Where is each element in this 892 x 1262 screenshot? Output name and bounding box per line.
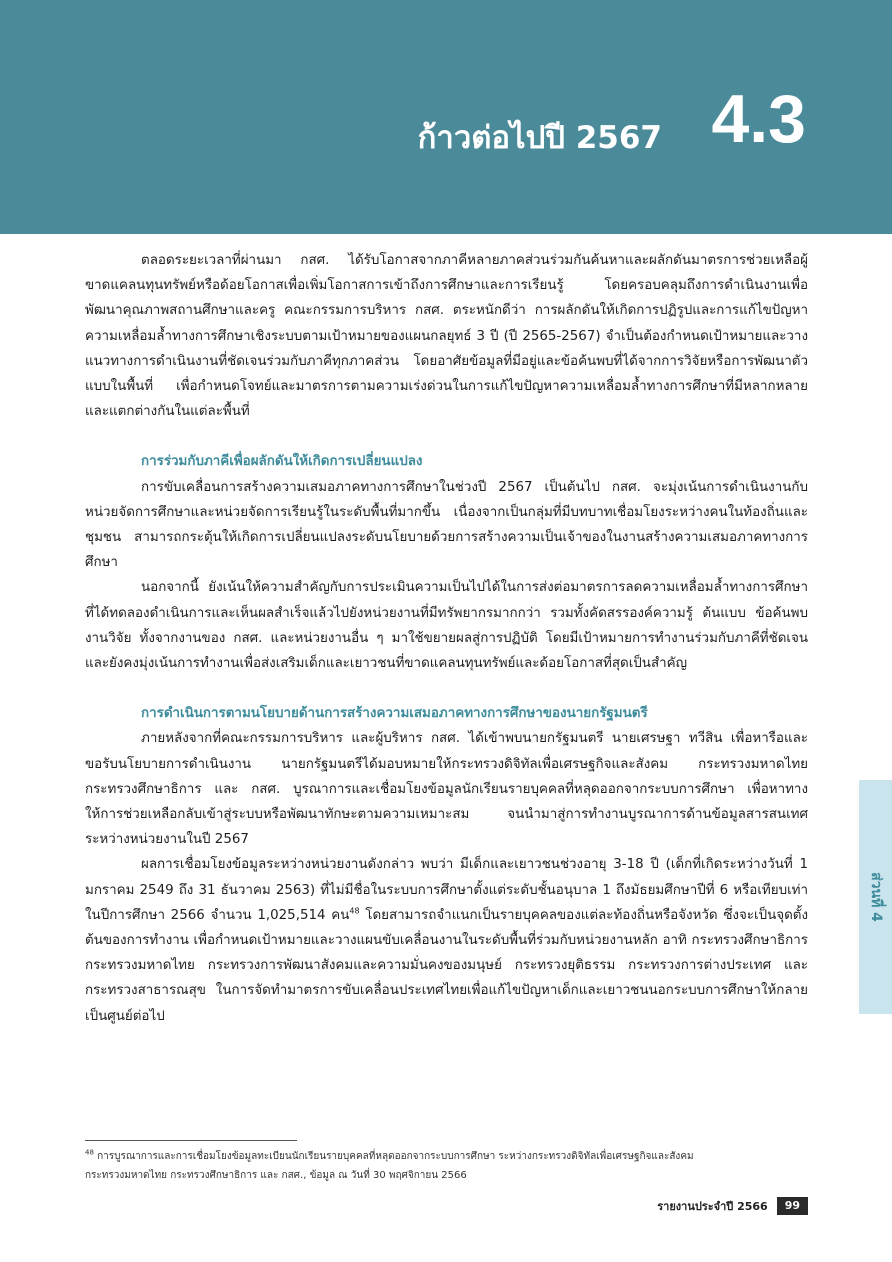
page-footer (657, 1197, 808, 1215)
footnote-reference[interactable]: 48 (349, 906, 360, 916)
footnote-marker: 48 (85, 1148, 94, 1157)
footnote-line: กระทรวงมหาดไทย กระทรวงศึกษาธิการ และ กสศ., ข้อมูล ณ วันที่ 30 พฤศจิกายน 2566 (85, 1170, 467, 1181)
chapter-number: 4.3 (711, 81, 806, 157)
paragraph-text: โดยสามารถจำแนกเป็นรายบุคคลของแต่ละท้องถิ่นหรือจังหวัด ซึ่งจะเป็นจุดตั้งต้นของการทำงาน เพื่อกำหนดเป้าหมายและวางแผนขับเคลื่อนงานในระดับพื้นที่ร่วมกับหน่วยงานหลัก อาทิ กระทรวงศึกษาธิการ กระทรวงมหาดไทย กระทรวงการพัฒนาสังคมและความมั่นคงของมนุษย์ กระทรวงยุติธรรม กระทรวงการต่างประเทศ และกระทรวงสาธารณสุข ในการจัดทำมาตรการขับเคลื่อนประเทศไทยเพื่อแก้ไขปัญหาเด็กและเยาวชนนอกระบบการศึกษาให้กลายเป็นศูนย์ต่อไป (85, 907, 808, 1024)
side-tab-label: ส่วนที่ 4 (867, 872, 884, 922)
paragraph: นอกจากนี้ ยังเน้นให้ความสำคัญกับการประเมินความเป็นไปได้ในการส่งต่อมาตรการลดความเหลื่อมล้ำทางการศึกษาที่ได้ทดลองดำเนินการและเห็นผลสำเร็จแล้วไปยังหน่วยงานที่มีทรัพยากรมากกว่า รวมทั้งคัดสรรองค์ความรู้ ต้นแบบ ข้อค้นพบ งานวิจัย ทั้งจากงานของ กสศ. และหน่วยงานอื่น ๆ มาใช้ขยายผลสู่การปฏิบัติ โดยมีเป้าหมายการทำงานร่วมกับภาคีที่ชัดเจน และยังคงมุ่งเน้นการทำงานเพื่อส่งเสริมเด็กและเยาวชนที่ขาดแคลนทุนทรัพย์และด้อยโอกาสที่สุดเป็นสำคัญ (85, 580, 808, 672)
page-number: 99 (777, 1197, 808, 1215)
section-heading-pm-policy: การดำเนินการตามนโยบายด้านการสร้างความเสมอภาคทางการศึกษาของนายกรัฐมนตรี (141, 706, 648, 722)
section-side-tab[interactable] (859, 780, 892, 1014)
footnote-line (85, 1147, 785, 1166)
footnote-divider (85, 1140, 297, 1141)
report-title: รายงานประจำปี 2566 (657, 1200, 768, 1213)
intro-paragraph: ตลอดระยะเวลาที่ผ่านมา กสศ. ได้รับโอกาสจากภาคีหลายภาคส่วนร่วมกันค้นหาและผลักดันมาตรการช่วยเหลือผู้ขาดแคลนทุนทรัพย์หรือด้อยโอกาสเพื่อเพิ่มโอกาสการเข้าถึงการศึกษาและการเรียนรู้ โดยครอบคลุมถึงการดำเนินงานเพื่อพัฒนาคุณภาพสถานศึกษาและครู คณะกรรมการบริหาร กสศ. ตระหนักดีว่า การผลักดันให้เกิดการปฏิรูปและการแก้ไขปัญหาความเหลื่อมล้ำทางการศึกษาเชิงระบบตามเป้าหมายของแผนกลยุทธ์ 3 ปี (ปี 2565-2567) จำเป็นต้องกำหนดเป้าหมายและวางแนวทางการดำเนินงานที่ชัดเจนร่วมกับภาคีทุกภาคส่วน โดยอาศัยข้อมูลที่มีอยู่และข้อค้นพบที่ได้จากการวิจัยหรือการพัฒนาตัวแบบในพื้นที่ เพื่อกำหนดโจทย์และมาตรการตามความเร่งด่วนในการแก้ไขปัญหาความเหลื่อมล้ำทางการศึกษาที่มีหลากหลายและแตกต่างกันในแต่ละพื้นที่ (85, 253, 808, 420)
paragraph-text: ผลการเชื่อมโยงข้อมูลระหว่างหน่วยงานดังกล่าว พบว่า มีเด็กและเยาวชนช่วงอายุ 3-18 ปี (เด็กที่เกิดระหว่างวันที่ 1 มกราคม 2549 ถึง 31 ธันวาคม 2563) ที่ไม่มีชื่อในระบบการศึกษาตั้งแต่ระดับชั้นอนุบาล 1 ถึงมัธยมศึกษาปีที่ 6 หรือเทียบเท่าในปีการศึกษา 2566 จำนวน 1,025,514 คน (85, 857, 808, 923)
body-content (85, 248, 808, 1029)
header-band (0, 0, 892, 234)
footnote-text: การบูรณาการและการเชื่อมโยงข้อมูลทะเบียนนักเรียนรายบุคคลที่หลุดออกจากระบบการศึกษา ระหว่างกระทรวงดิจิทัลเพื่อเศรษฐกิจและสังคม (97, 1151, 694, 1162)
chapter-title: ก้าวต่อไปปี 2567 (417, 120, 662, 156)
paragraph: ภายหลังจากที่คณะกรรมการบริหาร และผู้บริหาร กสศ. ได้เข้าพบนายกรัฐมนตรี นายเศรษฐา ทวีสิน เพื่อหารือและขอรับนโยบายการดำเนินงาน นายกรัฐมนตรีได้มอบหมายให้กระทรวงดิจิทัลเพื่อเศรษฐกิจและสังคม กระทรวงมหาดไทย กระทรวงศึกษาธิการ และ กสศ. บูรณาการและเชื่อมโยงข้อมูลนักเรียนรายบุคคลที่หลุดออกจากระบบการศึกษา เพื่อหาทางให้การช่วยเหลือกลับเข้าสู่ระบบหรือพัฒนาทักษะตามความเหมาะสม จนนำมาสู่การทำงานบูรณาการด้านข้อมูลสารสนเทศระหว่างหน่วยงานในปี 2567 (85, 731, 808, 848)
section-heading-partners: การร่วมกับภาคีเพื่อผลักดันให้เกิดการเปลี่ยนแปลง (141, 454, 423, 470)
footnote (85, 1147, 785, 1185)
paragraph: การขับเคลื่อนการสร้างความเสมอภาคทางการศึกษาในช่วงปี 2567 เป็นต้นไป กสศ. จะมุ่งเน้นการดำเนินงานกับหน่วยจัดการศึกษาและหน่วยจัดการเรียนรู้ในระดับพื้นที่มากขึ้น เนื่องจากเป็นกลุ่มที่มีบทบาทเชื่อมโยงระหว่างคนในท้องถิ่นและชุมชน สามารถกระตุ้นให้เกิดการเปลี่ยนแปลงระดับนโยบายด้วยการสร้างความเป็นเจ้าของในงานสร้างความเสมอภาคทางการศึกษา (85, 479, 808, 571)
paragraph (85, 852, 808, 1028)
